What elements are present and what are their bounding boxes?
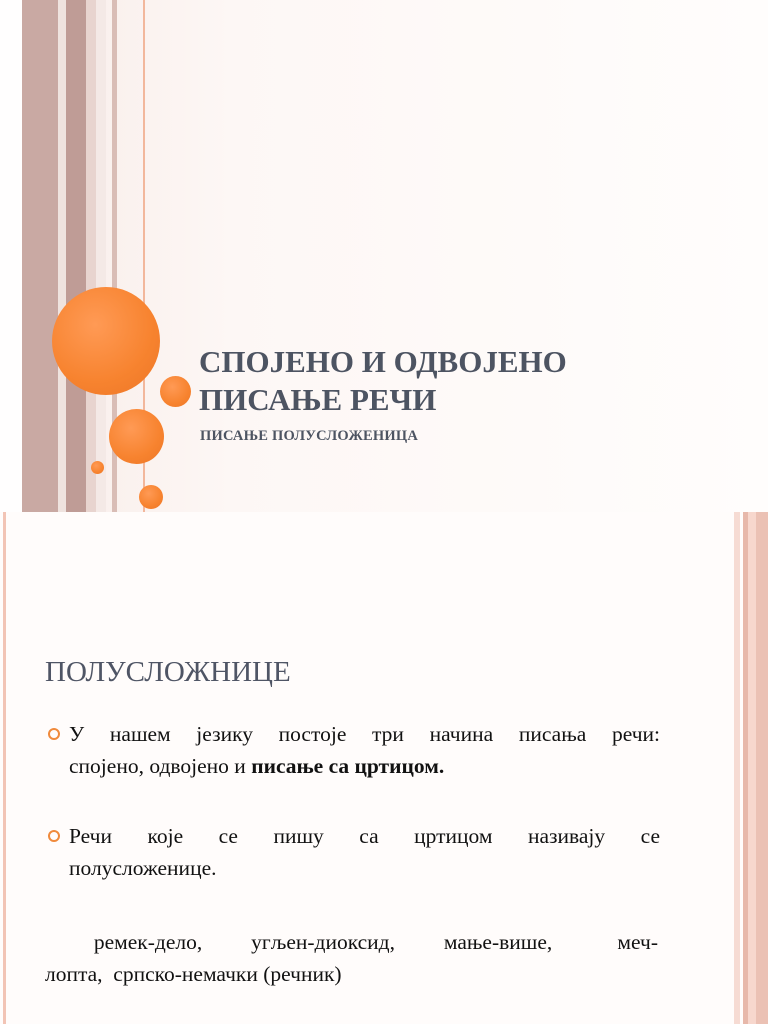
bullet-line: полусложенице. [69, 856, 217, 880]
decor-circle-small [160, 376, 191, 407]
content-slide [0, 512, 768, 1024]
bullet-bold-text: писање са цртицом. [251, 754, 445, 778]
examples-line: лопта, српско-немачки (речник) [45, 962, 342, 986]
decor-circle-tiny [91, 461, 104, 474]
decor-stripe [3, 512, 6, 1024]
examples-paragraph [45, 926, 658, 990]
decor-stripe [734, 512, 740, 1024]
bullet-item [48, 820, 660, 884]
slide-subtitle: ПИСАЊЕ ПОЛУСЛОЖЕНИЦА [200, 428, 419, 444]
decor-stripe [748, 512, 756, 1024]
decor-circle-medium [109, 409, 164, 464]
bullet-line: Речи које се пишу са цртицом називају се [69, 824, 660, 848]
bullet-text: спојено, одвојено и [69, 754, 252, 778]
decor-stripe [756, 512, 768, 1024]
bullet-line [69, 750, 660, 782]
examples-line: ремек-дело, угљен-диоксид, мање-више, меч- [45, 930, 658, 954]
bullet-item [48, 718, 660, 782]
slide-heading: ПОЛУСЛОЖНИЦЕ [45, 656, 291, 688]
bullet-line: У нашем језику постоје три начина писања речи: [69, 722, 660, 746]
decor-stripe [58, 0, 66, 512]
decor-stripe [86, 0, 96, 512]
decor-stripe [96, 0, 106, 512]
decor-circle-large [52, 287, 160, 395]
bullet-circle-icon [48, 728, 60, 740]
slide-title-line2: ПИСАЊЕ РЕЧИ [199, 382, 437, 417]
decor-stripe [66, 0, 86, 512]
decor-stripe [0, 0, 22, 512]
decor-stripe [22, 0, 58, 512]
slide-title-line1: СПОЈЕНО И ОДВОЈЕНО [199, 344, 567, 379]
decor-circle-small [139, 485, 163, 509]
bullet-circle-icon [48, 830, 60, 842]
slide-title [199, 343, 567, 419]
